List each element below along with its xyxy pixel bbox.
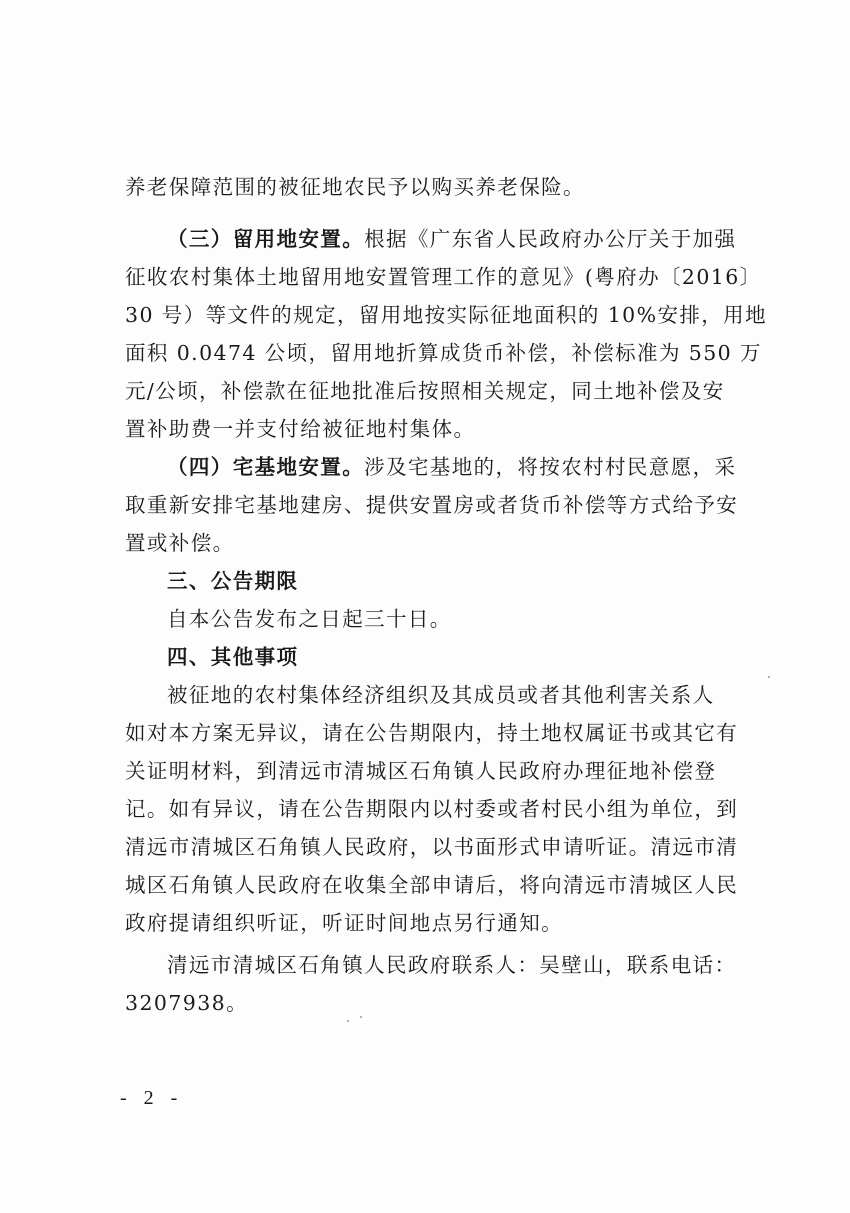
paragraph-line: 置补助费一并支付给被征地村集体。 (125, 417, 476, 441)
paragraph-line: 30 号）等文件的规定，留用地按实际征地面积的 10%安排，用地 (125, 303, 767, 327)
section-4-line (167, 452, 736, 482)
paragraph-line: 清远市清城区石角镇人民政府，以书面形式申请听证。清远市清 (125, 835, 739, 859)
paragraph-text: 根据《广东省人民政府办公厅关于加强 (364, 227, 737, 251)
paragraph-line: 关证明材料，到清远市清城区石角镇人民政府办理征地补偿登 (125, 759, 717, 783)
paragraph-line: 自本公告发布之日起三十日。 (167, 607, 452, 631)
contact-phone: 3207938。 (125, 991, 248, 1015)
scan-speck (347, 1020, 349, 1022)
section-3-line (167, 224, 736, 254)
section-3-heading: （三）留用地安置。 (167, 227, 365, 251)
paragraph-line: 征收农村集体土地留用地安置管理工作的意见》(粤府办〔2016〕 (125, 265, 762, 289)
scan-speck (360, 1016, 362, 1018)
paragraph-line: 面积 0.0474 公顷，留用地折算成货币补偿，补偿标准为 550 万 (125, 341, 762, 365)
section-4-heading: （四）宅基地安置。 (167, 455, 365, 479)
page-number: - 2 - (120, 1087, 184, 1109)
paragraph-line: 置或补偿。 (125, 531, 235, 555)
paragraph-line: 如对本方案无异议，请在公告期限内，持土地权属证书或其它有 (125, 721, 739, 745)
paragraph-line: 取重新安排宅基地建房、提供安置房或者货币补偿等方式给予安 (125, 493, 739, 517)
paragraph-line: 养老保障范围的被征地农民予以购买养老保险。 (125, 175, 585, 199)
paragraph-line: 被征地的农村集体经济组织及其成员或者其他利害关系人 (167, 683, 715, 707)
paragraph-text: 涉及宅基地的，将按农村村民意愿，采 (364, 455, 737, 479)
paragraph-line: 记。如有异议，请在公告期限内以村委或者村民小组为单位，到 (125, 797, 739, 821)
heading-other-matters: 四、其他事项 (167, 645, 299, 669)
heading-announcement-period: 三、公告期限 (167, 569, 299, 593)
contact-line: 清远市清城区石角镇人民政府联系人：吴壁山，联系电话： (167, 953, 737, 977)
paragraph-line: 元/公顷，补偿款在征地批准后按照相关规定，同土地补偿及安 (125, 379, 725, 403)
scan-speck (768, 676, 770, 678)
paragraph-line: 政府提请组织听证，听证时间地点另行通知。 (125, 911, 563, 935)
paragraph-line: 城区石角镇人民政府在收集全部申请后，将向清远市清城区人民 (125, 873, 739, 897)
